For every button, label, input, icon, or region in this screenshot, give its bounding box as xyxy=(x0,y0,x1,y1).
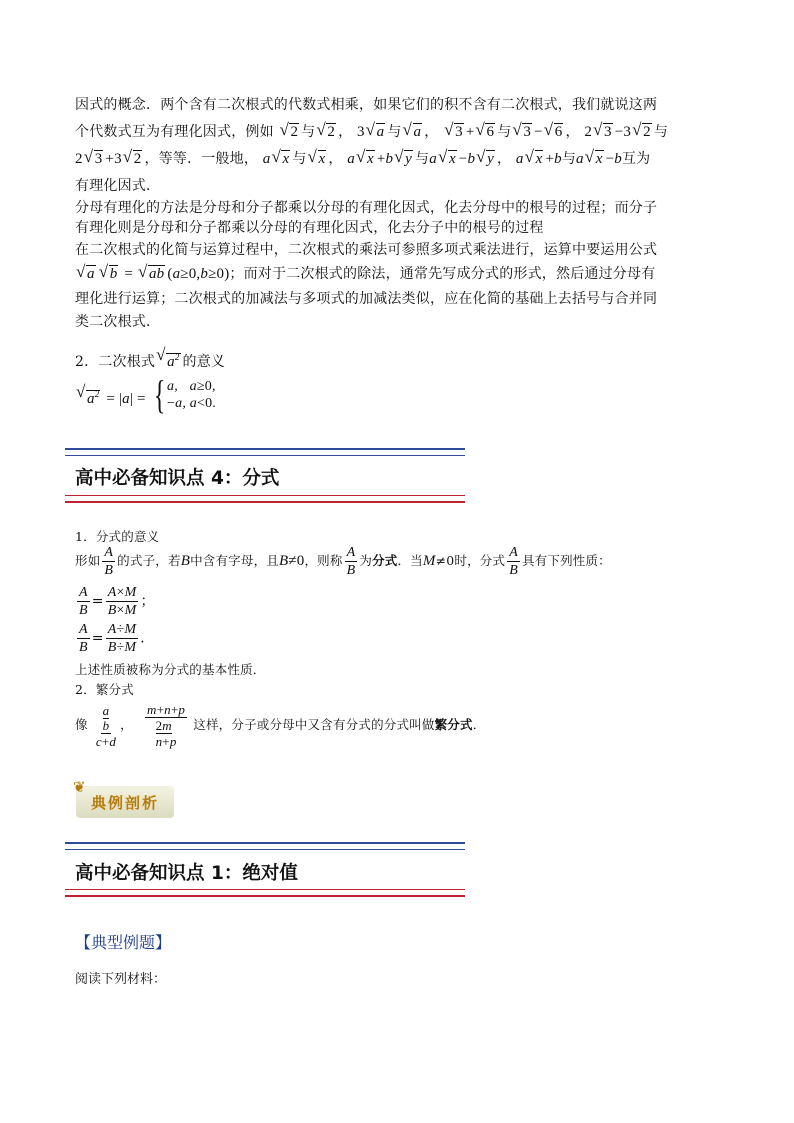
read-material-text: 阅读下列材料： xyxy=(75,972,167,987)
paragraph-line: √ a√ b = √ ab (a≥0,b≥0)；而对于二次根式的除法，通常先写成分式的形式，然后通过分母有 xyxy=(75,262,725,287)
paragraph-line: 类二次根式． xyxy=(75,314,161,330)
paragraph-line: 在二次根式的化简与运算过程中，二次根式的乘法可参照多项式乘法进行，运算中要运用公式 xyxy=(75,242,658,258)
paragraph-line: 分母有理化的方法是分母和分子都乘以分母的有理化因式，化去分母中的根号的过程；而分子 xyxy=(75,200,658,216)
example-heading: 【典型例题】 xyxy=(75,933,172,952)
section-title: 高中必备知识点 4：分式 xyxy=(75,468,280,489)
paragraph-line: 理化进行运算；二次根式的加减法与多项式的加减法类似，应在化简的基础上去括号与合并同 xyxy=(75,291,658,307)
example-analysis-badge: ❦ 典例剖析 xyxy=(76,786,174,818)
property-2: $\frac{A}{B}$ = $\frac{A\div M}{B\div M}$ ． xyxy=(79,622,155,655)
paragraph-line: 个代数式互为有理化因式，例如 √ 2 与√ 2 ， 3√ a 与√ a ， √ 3 +√ 6 与√ 3 −√ 6 ， 2√ 3 −3√ 2 与 xyxy=(75,120,725,145)
section-rule-top xyxy=(65,448,465,456)
paragraph-line: 2√ 3 +3√ 2 ，等等．一般地， a√ x 与√ x ， a√ x +b√ y 与a√ x −b√ y ， a√ x +b与a√ x −b互为 xyxy=(75,147,725,172)
subheading: 2．繁分式 xyxy=(75,682,134,697)
complex-fraction-line: 像 a b c+d ， m+n+p 2m n+p 这样，分子或分母中又含有分式的分式叫做繁分式． xyxy=(75,702,486,749)
paragraph-line: 有理化因式． xyxy=(75,178,161,194)
section-rule-bottom xyxy=(65,889,465,897)
bird-icon: ❦ xyxy=(73,778,88,796)
subheading: 1．分式的意义 xyxy=(75,529,160,544)
section-title: 高中必备知识点 1：绝对值 xyxy=(75,863,298,884)
property-1: $\frac{A}{B}$ = $\frac{A\times M}{B\times M}$ ； xyxy=(79,585,155,618)
section-rule-top xyxy=(65,842,465,850)
property-note: 上述性质被称为分式的基本性质． xyxy=(75,662,266,677)
formula-abs: √ $a^2 = |a|$ = { a, a≥0, −a, a<0. xyxy=(75,382,725,415)
paragraph-line: 有理化则是分母和分子都乘以分母的有理化因式，化去分子中的根号的过程 xyxy=(75,220,544,236)
section-rule-bottom xyxy=(65,495,465,503)
definition-line: 形如 $\frac{A}{B}$ 的式子，若B中含有字母，且B≠0，则称 $\frac{A}{B}$ 为分式．当M≠0时，分式 $\frac{A}{B}$ 具有下列性质： xyxy=(75,545,611,578)
paragraph-line: 因式的概念．两个含有二次根式的代数式相乘，如果它们的积不含有二次根式，我们就说这两 xyxy=(75,97,658,113)
item-heading: 2．二次根式√ $a^2$ 的意义 xyxy=(75,345,725,375)
